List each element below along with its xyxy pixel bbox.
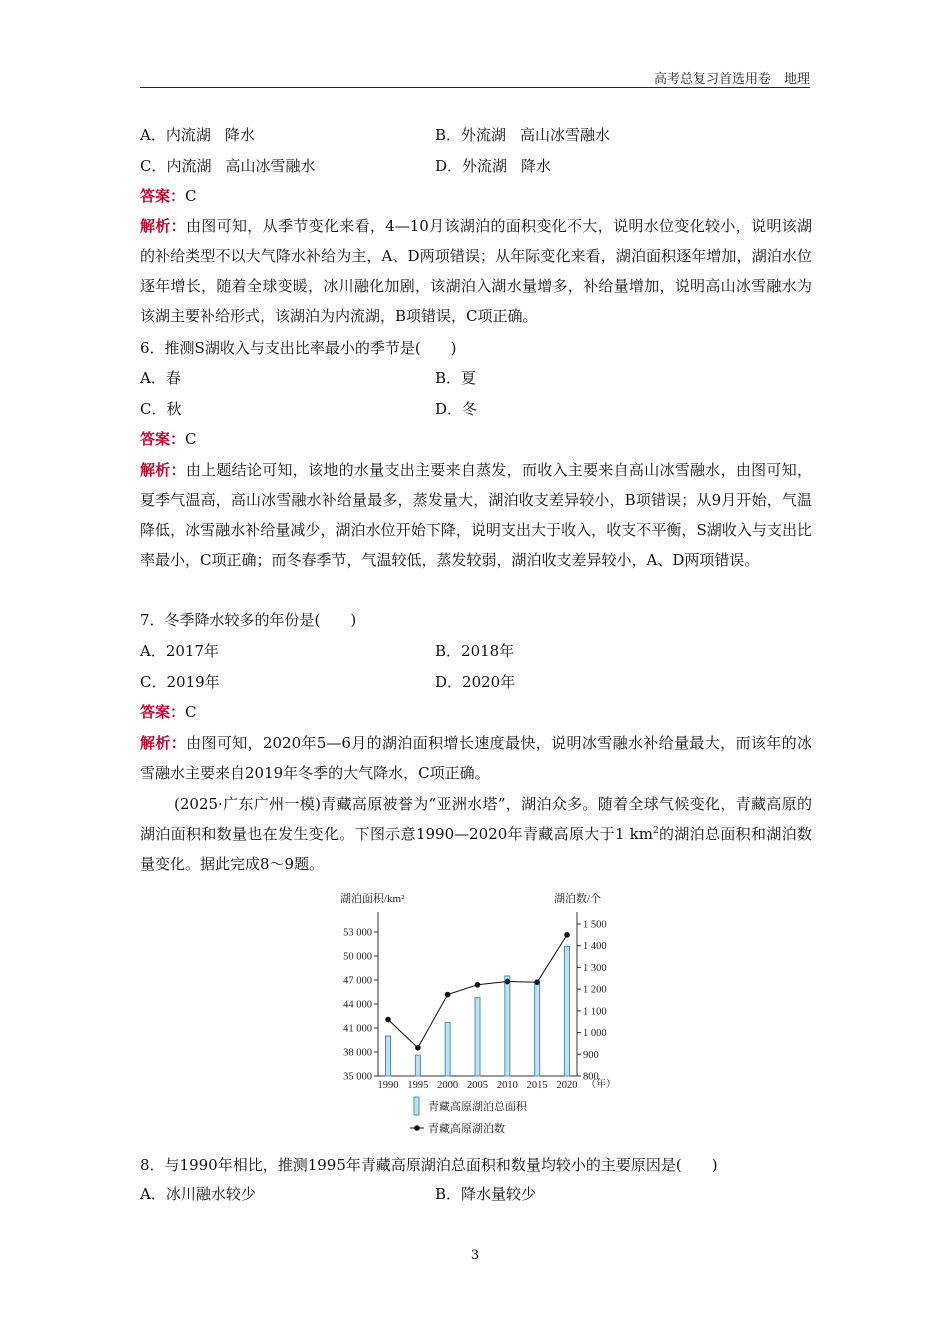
legend-bar-label: 青藏高原湖泊总面积 xyxy=(428,1101,527,1113)
option-text: B．降水量较少 xyxy=(435,1185,537,1203)
legend-line-label: 青藏高原湖泊数 xyxy=(428,1123,505,1135)
analysis-label: 解析： xyxy=(140,217,186,235)
legend-line-dot xyxy=(414,1125,420,1131)
left-tick-label: 41 000 xyxy=(343,1023,372,1035)
option-letter: B． xyxy=(435,126,462,144)
option-text: 降水 xyxy=(224,126,255,144)
analysis-label: 解析： xyxy=(140,734,187,752)
lake-count-point xyxy=(505,979,511,985)
answer-label: 答案： xyxy=(140,703,186,721)
x-tick-label: 2010 xyxy=(496,1080,518,1091)
q7-option-row xyxy=(140,672,516,692)
option-text: D．冬 xyxy=(435,400,478,418)
analysis-text: 由图可知，从季节变化来看，4—10月该湖泊的面积变化不大，说明水位变化较小，说明该湖的补给类型不以大气降水补给为主，A、D两项错误；从年际变化来看，湖泊面积逐年增加，湖泊水位逐年增长，随着全球变暖，冰川融化加剧，该湖泊入湖水量增多，补给量增加，说明高山冰雪融水为该湖主要补给形式，该湖泊为内流湖，B项错误，C项正确。 xyxy=(140,217,812,325)
option-letter: D． xyxy=(435,157,463,175)
answer-label: 答案： xyxy=(140,430,186,448)
right-tick-label: 1 100 xyxy=(583,1006,607,1018)
option-text: 降水 xyxy=(521,157,552,175)
lake-count-point xyxy=(475,982,481,988)
right-tick-label: 1 200 xyxy=(583,984,607,996)
area-bar xyxy=(505,976,510,1076)
analysis-label: 解析： xyxy=(140,461,186,479)
area-bar xyxy=(415,1055,420,1076)
option-text: 高山冰雪融水 xyxy=(520,126,611,144)
area-bar xyxy=(565,946,570,1076)
q8-option-row xyxy=(140,1184,537,1204)
x-tick-label: 1990 xyxy=(377,1080,399,1091)
option-text: 内流湖 xyxy=(166,157,212,175)
left-tick-label: 44 000 xyxy=(343,999,372,1011)
q6-answer xyxy=(140,429,197,449)
q6-stem: 6．推测S湖收入与支出比率最小的季节是( ) xyxy=(140,339,457,357)
right-axis-label: 湖泊数/个 xyxy=(554,893,602,905)
x-tick-label: 2015 xyxy=(526,1080,548,1091)
option-text: D．2020年 xyxy=(435,673,516,691)
right-tick-label: 1 300 xyxy=(583,962,607,974)
option-text: 内流湖 xyxy=(165,126,211,144)
left-tick-label: 38 000 xyxy=(343,1047,372,1059)
option-text: A．2017年 xyxy=(140,642,220,660)
left-tick-label: 47 000 xyxy=(343,975,372,987)
x-tick-label: 2005 xyxy=(467,1080,488,1091)
answer-label: 答案： xyxy=(140,187,186,205)
q6-option-row xyxy=(140,399,478,419)
q7-answer xyxy=(140,702,197,722)
right-tick-label: 800 xyxy=(583,1071,599,1083)
right-tick-label: 1 400 xyxy=(583,941,607,953)
q6-option-row xyxy=(140,368,477,388)
q5-option-row xyxy=(140,125,611,145)
lake-count-point xyxy=(415,1045,421,1051)
header-rule xyxy=(140,87,810,88)
q6-analysis xyxy=(140,455,812,575)
answer-value: C xyxy=(185,187,197,205)
left-tick-label: 53 000 xyxy=(343,927,372,939)
lake-chart xyxy=(330,886,630,1142)
option-letter: C． xyxy=(140,157,167,175)
answer-value: C xyxy=(185,430,197,448)
lake-count-point xyxy=(385,1017,391,1023)
option-text: B．夏 xyxy=(435,369,477,387)
lake-count-point xyxy=(445,992,451,998)
legend-bar-swatch xyxy=(414,1097,419,1115)
x-tick-label: 2000 xyxy=(437,1080,459,1091)
lake-count-point xyxy=(564,932,570,938)
option-text: A．春 xyxy=(140,369,181,387)
q5-analysis xyxy=(140,211,812,331)
q7-option-row xyxy=(140,641,515,661)
q5-option-row xyxy=(140,156,552,176)
answer-value: C xyxy=(185,703,197,721)
option-text: 外流湖 xyxy=(462,157,508,175)
area-bar xyxy=(445,1022,450,1076)
left-tick-label: 35 000 xyxy=(343,1071,372,1083)
page-number: 3 xyxy=(470,1248,480,1263)
analysis-text: 由图可知，2020年5—6月的湖泊面积增长速度最快，说明冰雪融水补给量最大，而该年的冰雪融水主要来自2019年冬季的大气降水，C项正确。 xyxy=(140,734,812,782)
right-tick-label: 1 500 xyxy=(583,919,607,931)
analysis-text: 由上题结论可知，该地的水量支出主要来自蒸发，而收入主要来自高山冰雪融水，由图可知，夏季气温高，高山冰雪融水补给量最多，蒸发量大，湖泊收支差异较小，B项错误；从9月开始，气温降低，冰雪融水补给量减少，湖泊水位开始下降，说明支出大于收入，收支不平衡，S湖收入与支出比率最小，C项正确；而冬春季节，气温较低，蒸发较弱，湖泊收支差异较小，A、D两项错误。 xyxy=(140,461,812,569)
x-unit-label: （年） xyxy=(586,1079,616,1090)
q7-analysis xyxy=(140,728,812,788)
option-text: 高山冰雪融水 xyxy=(225,157,316,175)
area-bar xyxy=(475,998,480,1076)
lake-count-point xyxy=(534,979,540,985)
x-tick-label: 1995 xyxy=(407,1080,429,1091)
area-bar xyxy=(386,1036,391,1076)
right-tick-label: 1 000 xyxy=(583,1028,607,1040)
q5-answer xyxy=(140,186,197,206)
area-bar xyxy=(535,984,540,1076)
option-letter: A． xyxy=(140,126,166,144)
superscript: 2 xyxy=(652,826,659,836)
running-header: 高考总复习首选用卷 地理 xyxy=(653,72,810,87)
left-axis-label: 湖泊面积/km² xyxy=(340,893,405,905)
x-tick-label: 2020 xyxy=(556,1080,578,1091)
left-tick-label: 50 000 xyxy=(343,951,372,963)
option-text: A．冰川融水较少 xyxy=(140,1185,256,1203)
q8-stem: 8．与1990年相比，推测1995年青藏高原湖泊总面积和数量均较小的主要原因是( ) xyxy=(140,1156,718,1174)
intro-text: 的湖泊总面积和湖泊数量变化。据此完成8～9题。 xyxy=(140,825,812,873)
intro-text: (2025·广东广州一模)青藏高原被誉为“亚洲水塔”，湖泊众多。随着全球气候变化，青藏高原的湖泊面积和数量也在发生变化。下图示意1990—2020年青藏高原大于1 km xyxy=(140,795,812,843)
material-intro xyxy=(140,789,812,879)
option-text: B．2018年 xyxy=(435,642,515,660)
option-text: 外流湖 xyxy=(461,126,507,144)
right-tick-label: 900 xyxy=(583,1049,599,1061)
q7-stem: 7．冬季降水较多的年份是( ) xyxy=(140,611,357,629)
option-text: C．2019年 xyxy=(140,673,220,691)
option-text: C．秋 xyxy=(140,400,182,418)
